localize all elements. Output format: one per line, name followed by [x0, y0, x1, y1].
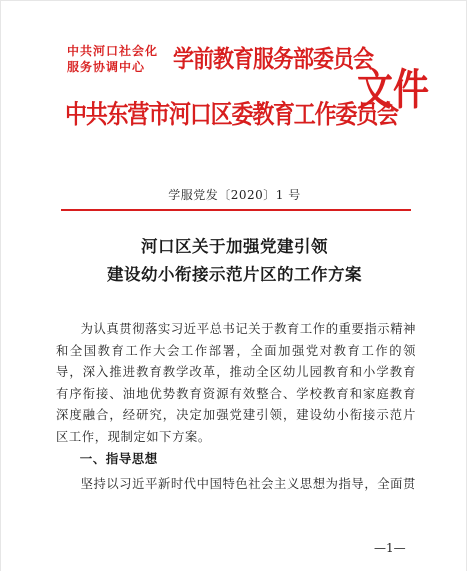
issuer-big-line2: 中共东营市河口区委教育工作委员会 [65, 101, 398, 131]
document-body [56, 319, 416, 496]
issuer-big-line1: 学前教育服务部委员会 [173, 45, 373, 73]
section-heading-1: 一、指导思想 [79, 451, 158, 466]
issuer-small-line1: 中共河口社会化 [67, 44, 159, 58]
red-divider [61, 209, 411, 211]
issuer-small-text [67, 43, 158, 75]
page-number: —1— [374, 541, 406, 555]
document-number: 学服党发〔2020〕1 号 [168, 188, 301, 202]
issuer-small-line2: 服务协调中心 [67, 60, 146, 74]
title-line2: 建设幼小衔接示范片区的工作方案 [107, 265, 362, 284]
body-paragraph-2: 坚持以习近平新时代中国特色社会主义思想为指导，全面贯 [80, 477, 416, 491]
title-line1: 河口区关于加强党建引领 [141, 237, 328, 256]
document-word: 文件 [357, 66, 430, 116]
red-header [61, 35, 431, 155]
document-title [1, 233, 467, 289]
body-paragraph-1: 为认真贯彻落实习近平总书记关于教育工作的重要指示精神和全国教育工作大会工作部署，全面加强党对教育工作的领导，深入推进教育教学改革，推动全区幼儿园教育和小学教育有序衔接、油地优势教育资源有效整合、学校教育和家庭教育深度融合，经研究，决定加强党建引领，建设幼小衔接示范片区工作，现制定如下方案。 [56, 322, 416, 444]
